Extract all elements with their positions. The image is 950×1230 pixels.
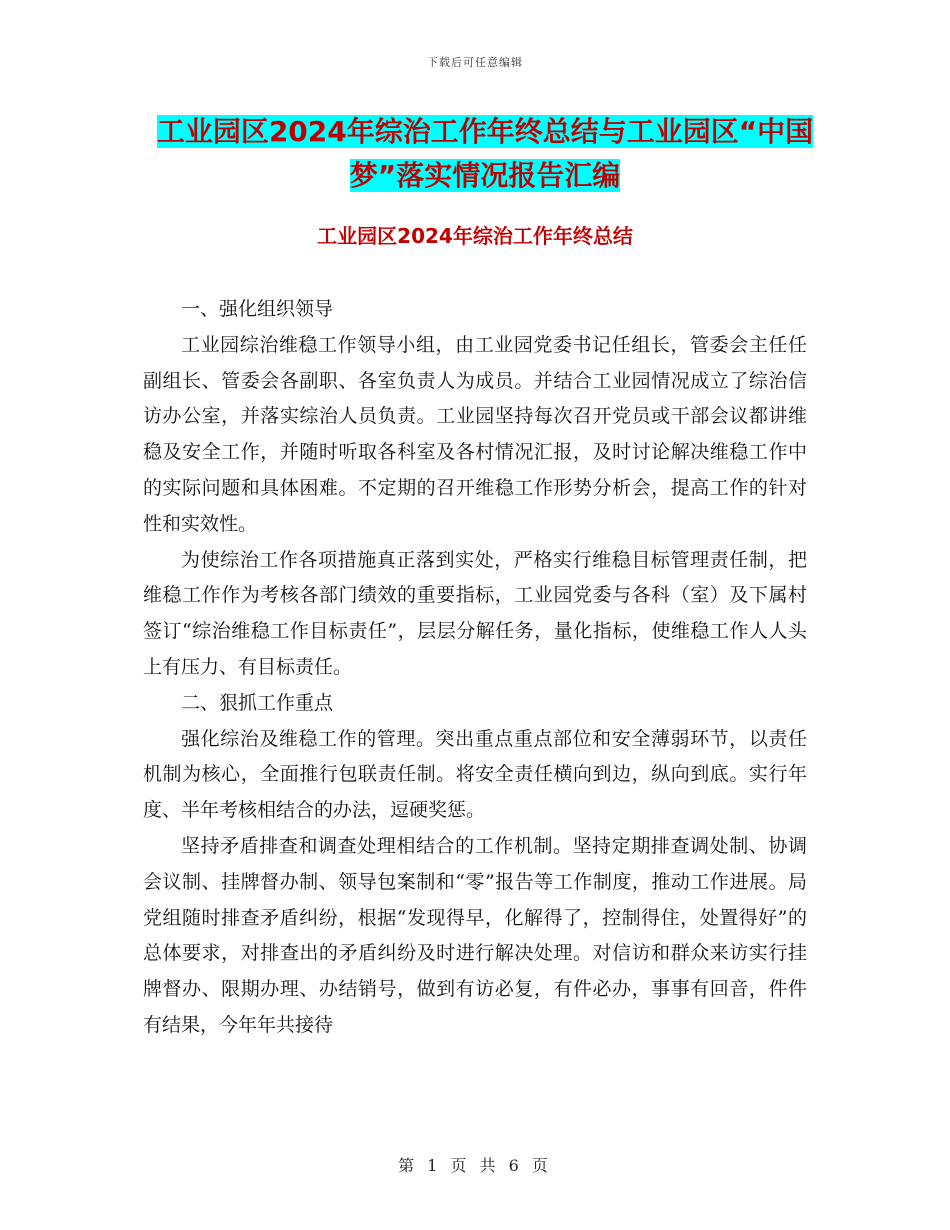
- document-body: [143, 292, 807, 1044]
- heading-2: 二、狠抓工作重点: [181, 691, 334, 714]
- section-title: 工业园区2024年综治工作年终总结: [317, 224, 633, 248]
- paragraph-2: 为使综治工作各项措施真正落到实处，严格实行维稳目标管理责任制，把维稳工作作为考核各部门绩效的重要指标，工业园党委与各科（室）及下属村签订“综治维稳工作目标责任”，层层分解任务，量化指标，使维稳工作人人头上有压力、有目标责任。: [143, 548, 807, 678]
- document-title: [140, 110, 830, 198]
- title-line-2: 梦”落实情况报告汇编: [349, 159, 621, 192]
- heading-1: 一、强化组织领导: [181, 298, 334, 320]
- title-line-1: 工业园区2024年综治工作年终总结与工业园区“中国: [156, 115, 814, 148]
- paragraph-4: 坚持矛盾排查和调查处理相结合的工作机制。坚持定期排查调处制、协调会议制、挂牌督办制、领导包案制和“零”报告等工作制度，推动工作进展。局党组随时排查矛盾纠纷，根据“发现得早，化解得了，控制得住，处置得好”的总体要求，对排查出的矛盾纠纷及时进行解决处理。对信访和群众来访实行挂牌督办、限期办理、办结销号，做到有访必复，有件必办，事事有回音，件件有结果，今年年共接待: [143, 834, 807, 1036]
- header-note: 下载后可任意编辑: [427, 56, 523, 69]
- paragraph-1: 工业园综治维稳工作领导小组，由工业园党委书记任组长，管委会主任任副组长、管委会各副职、各室负责人为成员。并结合工业园情况成立了综治信访办公室，并落实综治人员负责。工业园坚持每次召开党员或干部会议都讲维稳及安全工作，并随时听取各科室及各村情况汇报，及时讨论解决维稳工作中的实际问题和具体困难。不定期的召开维稳工作形势分析会，提高工作的针对性和实效性。: [143, 333, 807, 535]
- page-footer: 第 1 页 共 6 页: [398, 1156, 552, 1175]
- paragraph-3: 强化综治及维稳工作的管理。突出重点重点部位和安全薄弱环节，以责任机制为核心，全面推行包联责任制。将安全责任横向到边，纵向到底。实行年度、半年考核相结合的办法，逗硬奖惩。: [143, 727, 807, 822]
